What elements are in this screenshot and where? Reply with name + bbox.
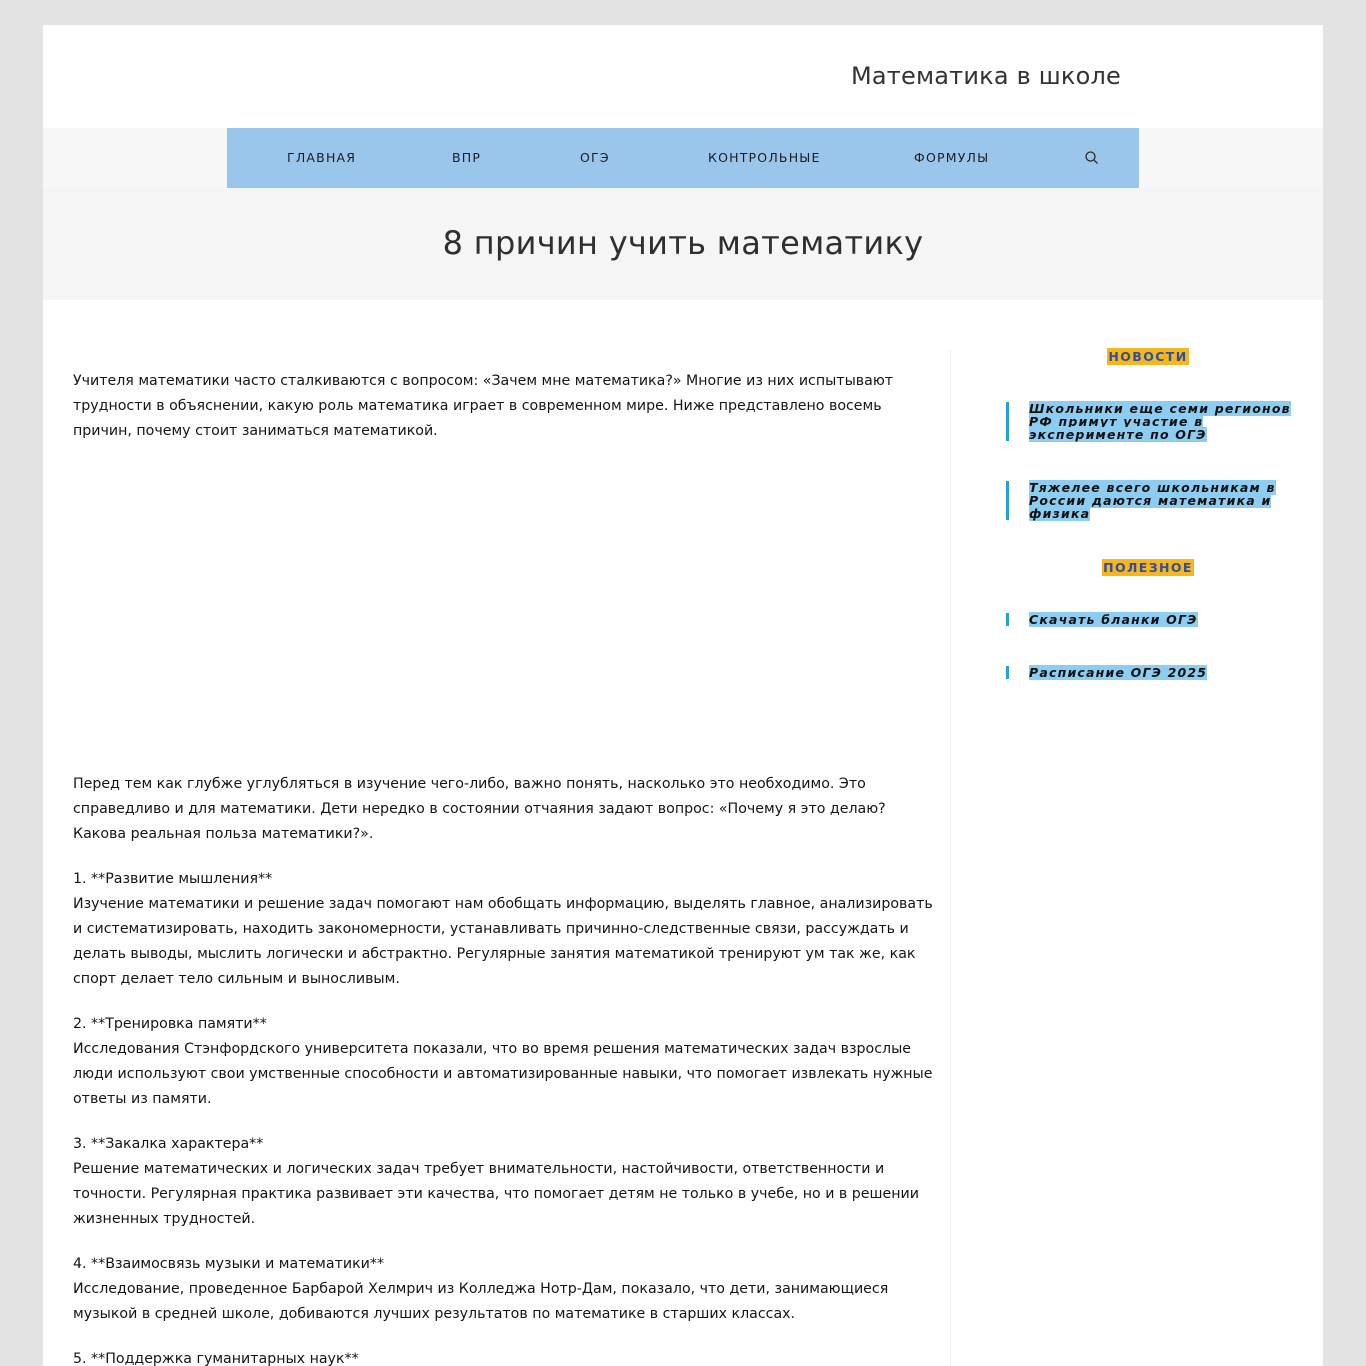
reason-heading: 4. **Взаимосвязь музыки и математики** xyxy=(73,1256,385,1272)
widget-title-useful-label: ПОЛЕЗНОЕ xyxy=(1103,560,1193,575)
reason-block xyxy=(73,1012,933,1112)
search-icon[interactable] xyxy=(1083,149,1101,167)
reason-block xyxy=(73,1132,933,1232)
reason-text: Изучение математики и решение задач помогают нам обобщать информацию, выделять главное, анализировать и систематизировать, находить закономерности, устанавливать причинно-следственные связи, рассуждать и делать выводы, мыслить логически и абстрактно. Регулярные занятия математикой тренируют ум так же, как спорт делает тело сильным и выносливым. xyxy=(73,896,933,987)
reason-heading: 2. **Тренировка памяти** xyxy=(73,1016,267,1032)
main-nav xyxy=(227,128,1139,188)
reason-block xyxy=(73,1347,933,1366)
widget-title-useful xyxy=(998,560,1298,575)
ad-slot xyxy=(73,479,933,779)
site-title[interactable]: Математика в школе xyxy=(850,62,1121,90)
site-header xyxy=(43,25,1323,128)
reason-text: Решение математических и логических задач требует внимательности, настойчивости, ответственности и точности. Регулярная практика развивает эти качества, что помогает детям не только в учебе, но и в решении жизненных трудностей. xyxy=(73,1161,919,1227)
sidebar-useful-link-label: Скачать бланки ОГЭ xyxy=(1029,612,1198,627)
article-body xyxy=(73,772,933,1366)
nav-item-tests[interactable]: КОНТРОЛЬНЫЕ xyxy=(708,150,821,165)
nav-item-home[interactable]: ГЛАВНАЯ xyxy=(287,150,357,165)
sidebar-news-link-label: Тяжелее всего школьникам в России даются математика и физика xyxy=(1029,480,1276,521)
page-title: 8 причин учить математику xyxy=(442,224,924,262)
article-intro: Учителя математики часто сталкиваются с вопросом: «Зачем мне математика?» Многие из них испытывают трудности в объяснении, какую роль математика играет в современном мире. Ниже представлено восемь причин, почему стоит заниматься математикой. xyxy=(73,373,894,439)
reason-heading: 3. **Закалка характера** xyxy=(73,1136,264,1152)
reason-text: Исследование, проведенное Барбарой Хелмрич из Колледжа Нотр-Дам, показало, что дети, занимающиеся музыкой в средней школе, добиваются лучших результатов по математике в старших классах. xyxy=(73,1281,889,1322)
column-divider xyxy=(950,350,951,1366)
sidebar-news-link[interactable] xyxy=(1006,481,1319,520)
sidebar-news-link[interactable] xyxy=(1006,402,1319,441)
sidebar-news-link-label: Школьники еще семи регионов РФ примут участие в эксперименте по ОГЭ xyxy=(1029,401,1291,442)
reason-heading: 5. **Поддержка гуманитарных наук** xyxy=(73,1351,359,1366)
reason-text: Исследования Стэнфордского университета показали, что во время решения математических задач взрослые люди используют свои умственные способности и автоматизированные навыки, что помогает извлекать нужные ответы из памяти. xyxy=(73,1041,933,1107)
sidebar-useful-link-label: Расписание ОГЭ 2025 xyxy=(1029,665,1208,680)
nav-item-formulas[interactable]: ФОРМУЛЫ xyxy=(914,150,990,165)
nav-item-oge[interactable]: ОГЭ xyxy=(580,150,610,165)
sidebar-useful-link[interactable] xyxy=(1006,613,1319,626)
nav-band xyxy=(43,128,1323,188)
nav-item-vpr[interactable]: ВПР xyxy=(452,150,482,165)
reason-block xyxy=(73,867,933,992)
page-hero xyxy=(43,188,1323,300)
article-lead: Перед тем как глубже углубляться в изучение чего-либо, важно понять, насколько это необходимо. Это справедливо и для математики. Дети нередко в состоянии отчаяния задают вопрос: «Почему я это делаю? Какова реальная польза математики?». xyxy=(73,776,886,842)
widget-title-news-label: НОВОСТИ xyxy=(1108,349,1188,364)
reason-heading: 1. **Развитие мышления** xyxy=(73,871,273,887)
widget-title-news xyxy=(998,349,1298,364)
page xyxy=(43,25,1323,1366)
sidebar-useful-link[interactable] xyxy=(1006,666,1319,679)
reason-block xyxy=(73,1252,933,1327)
